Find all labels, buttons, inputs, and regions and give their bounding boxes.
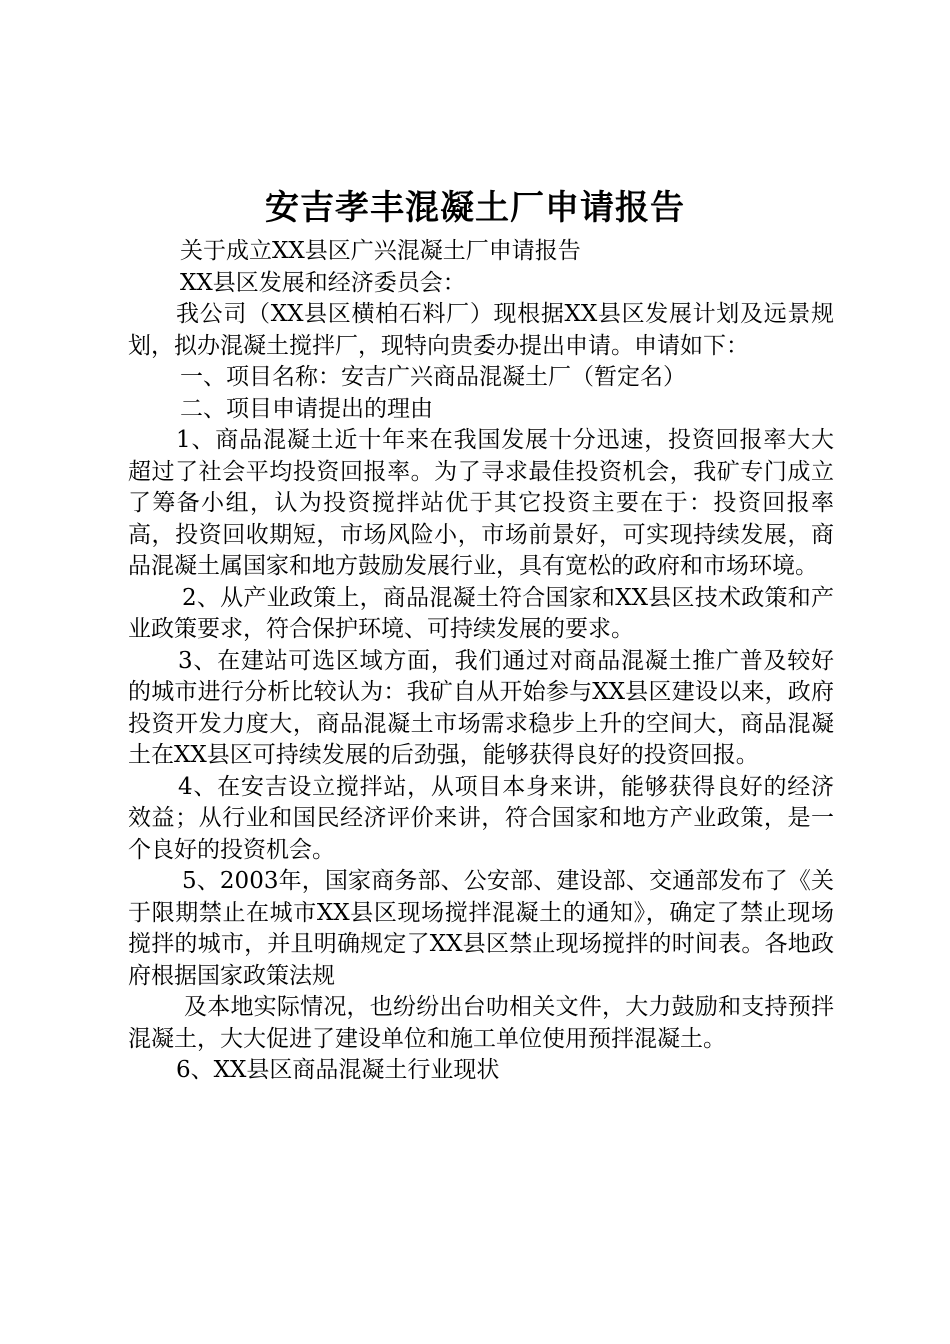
paragraph-addressee: XX县区发展和经济委员会：	[180, 269, 466, 296]
paragraph-subject: 关于成立XX县区广兴混凝土厂申请报告	[180, 238, 581, 264]
paragraph-reason-5-continued: 及本地实际情况，也纷纷出台叻相关文件，大力鼓励和支持预拌混凝土，大大促进了建设单位和施工单位使用预拌混凝土。	[128, 994, 834, 1052]
document-body	[128, 236, 834, 1087]
paragraph-reason-3: 3、在建站可选区域方面，我们通过对商品混凝土推广普及较好的城市进行分析比较认为：我矿自从开始参与XX县区建设以来，政府投资开发力度大，商品混凝土市场需求稳步上升的空间大，商品混凝土在XX县区可持续发展的后劲强，能够获得良好的投资回报。	[128, 647, 834, 768]
document-title: 安吉孝丰混凝土厂申请报告	[265, 188, 685, 228]
paragraph-reason-5: 5、2003年，国家商务部、公安部、建设部、交通部发布了《关于限期禁止在城市XX县区现场搅拌混凝土的通知》，确定了禁止现场搅拌的城市，并且明确规定了XX县区禁止现场搅拌的时间表。各地政府根据国家政策法规	[128, 868, 834, 989]
paragraph-section-6-heading: 6、XX县区商品混凝土行业现状	[176, 1057, 500, 1083]
paragraph-reasons-heading: 二、项目申请提出的理由	[180, 395, 433, 422]
paragraph-reason-1: 1、商品混凝土近十年来在我国发展十分迅速，投资回报率大大超过了社会平均投资回报率。为了寻求最佳投资机会，我矿专门成立了筹备小组，认为投资搅拌站优于其它投资主要在于：投资回报率高，投资回收期短，市场风险小，市场前景好，可实现持续发展，商品混凝土属国家和地方鼓励发展行业，具有宽松的政府和市场环境。	[128, 427, 834, 579]
paragraph-project-name: 一、项目名称：安吉广兴商品混凝土厂（暂定名）	[180, 364, 686, 390]
paragraph-intro: 我公司（XX县区横柏石料厂）现根据XX县区发展计划及远景规划，拟办混凝土搅拌厂，现特向贵委办提出申请。申请如下：	[128, 301, 834, 359]
paragraph-reason-2: 2、从产业政策上，商品混凝土符合国家和XX县区技术政策和产业政策要求，符合保护环境、可持续发展的要求。	[128, 584, 834, 642]
paragraph-reason-4: 4、在安吉设立搅拌站，从项目本身来讲，能够获得良好的经济效益；从行业和国民经济评价来讲，符合国家和地方产业政策，是一个良好的投资机会。	[128, 773, 834, 863]
